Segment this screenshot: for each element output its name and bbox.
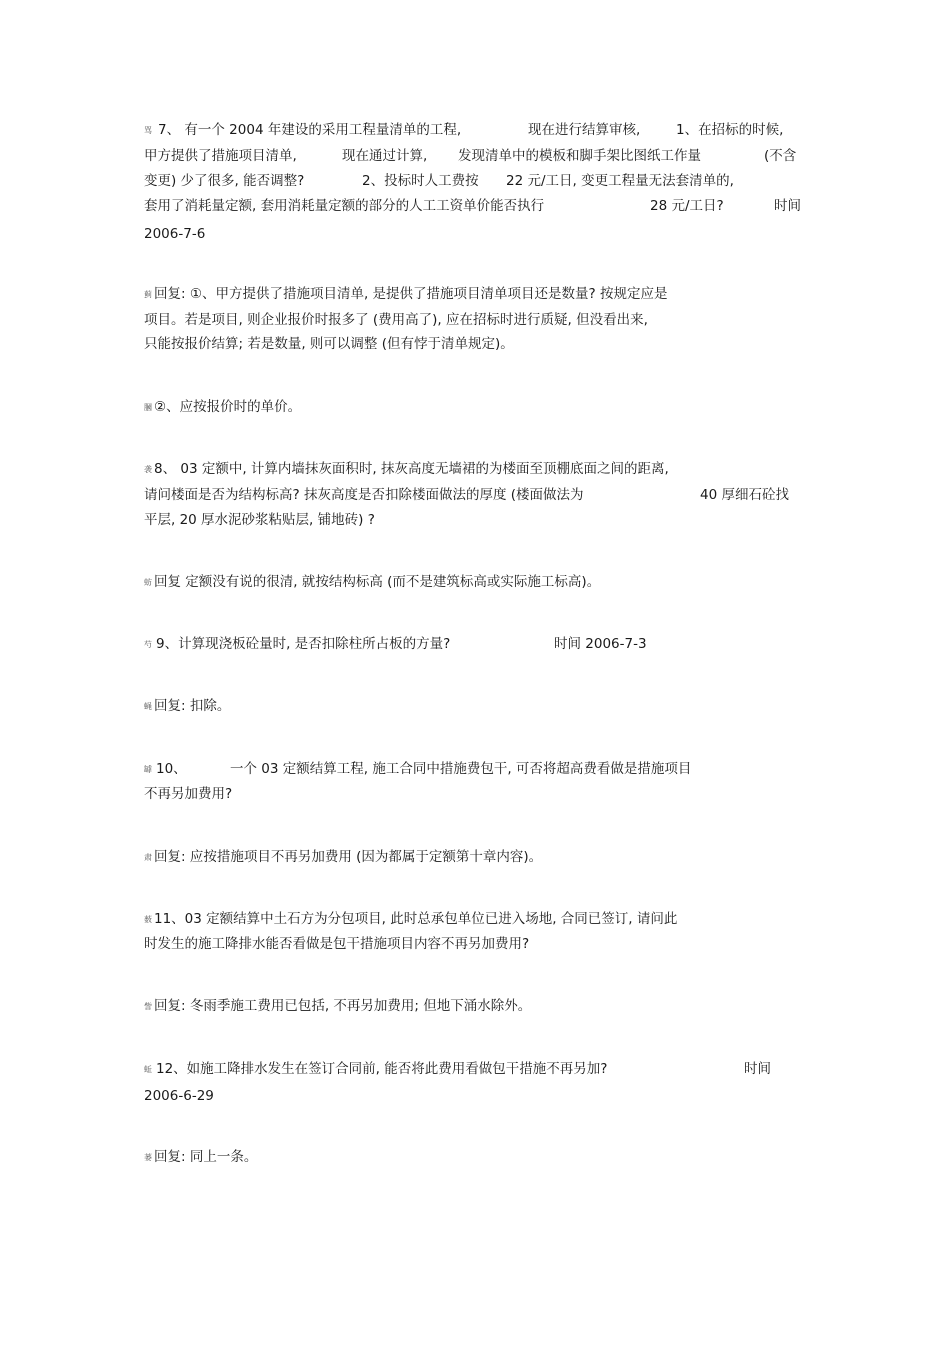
q8-text: 40 厚细石砼找 — [700, 487, 789, 503]
q7-line-4 — [144, 196, 814, 216]
q7-line-1 — [144, 120, 814, 140]
q8-line-3: 平层, 20 厚水泥砂浆粘贴层, 铺地砖) ? — [144, 512, 375, 528]
q8-text: 8、 03 定额中, 计算内墙抹灰面积时, 抹灰高度无墙裙的为楼面至顶棚底面之间的距离, — [154, 461, 669, 477]
q9-date: 时间 2006-7-3 — [554, 636, 647, 652]
a7b-text: ②、应按报价时的单价。 — [154, 399, 302, 415]
q11-line-1 — [144, 909, 677, 930]
q9-text: 9、计算现浇板砼量时, 是否扣除柱所占板的方量? — [156, 636, 451, 652]
q8-line-2 — [144, 485, 814, 505]
q7-marker: 骂 — [144, 126, 152, 135]
q10-text: 10、 — [156, 761, 187, 777]
q7-text: 时间 — [774, 198, 801, 214]
q11-marker: 薮 — [144, 915, 152, 924]
q9-line — [144, 634, 814, 654]
q10-line-2: 不再另加费用? — [144, 786, 233, 802]
q7-line-3 — [144, 171, 814, 191]
a7-line-1 — [144, 284, 667, 305]
a9-marker: 蝇 — [144, 702, 152, 711]
a11-marker: 訾 — [144, 1002, 152, 1011]
a8-line — [144, 572, 600, 593]
q11-text: 11、03 定额结算中土石方为分包项目, 此时总承包单位已进入场地, 合同已签订, 请问此 — [154, 911, 678, 927]
q12-line-1 — [144, 1059, 814, 1079]
q7-text: 2、投标时人工费按 — [362, 173, 479, 189]
a10-line — [144, 847, 542, 868]
q7-text: 22 元/工日, 变更工程量无法套清单的, — [506, 173, 734, 189]
q7-text: (不含 — [764, 148, 797, 164]
a7-text: 回复: ①、甲方提供了措施项目清单, 是提供了措施项目清单项目还是数量? 按规定应是 — [154, 286, 668, 302]
a9-text: 回复: 扣除。 — [154, 698, 231, 714]
a11-line — [144, 996, 531, 1017]
a7-line-3: 只能按报价结算; 若是数量, 则可以调整 (但有悖于清单规定)。 — [144, 336, 514, 352]
q7-text: 28 元/工日? — [650, 198, 724, 214]
q7-text: 发现清单中的模板和脚手架比图纸工作量 — [458, 148, 701, 164]
a7-line-2: 项目。若是项目, 则企业报价时报多了 (费用高了), 应在招标时进行质疑, 但没看出来, — [144, 312, 648, 328]
q7-text: 套用了消耗量定额, 套用消耗量定额的部分的人工工资单价能否执行 — [144, 198, 545, 214]
q12-text: 时间 — [744, 1061, 771, 1077]
a10-text: 回复: 应按措施项目不再另加费用 (因为都属于定额第十章内容)。 — [154, 849, 543, 865]
a10-marker: 肃 — [144, 853, 152, 862]
a8-marker: 蚄 — [144, 578, 152, 587]
q8-line-1 — [144, 459, 669, 480]
q7-text: 现在进行结算审核, — [528, 122, 641, 138]
q8-marker: 袭 — [144, 465, 152, 474]
a7b-marker: 膕 — [144, 403, 152, 412]
a9-line — [144, 696, 230, 717]
q7-text: 变更) 少了很多, 能否调整? — [144, 173, 305, 189]
a8-text: 回复 定额没有说的很清, 就按结构标高 (而不是建筑标高或实际施工标高)。 — [154, 574, 601, 590]
q7-text: 7、 有一个 2004 年建设的采用工程量清单的工程, — [158, 122, 462, 138]
q12-marker: 蚯 — [144, 1065, 152, 1074]
a7-marker: 蓟 — [144, 290, 152, 299]
q7-text: 甲方提供了措施项目清单, — [144, 148, 297, 164]
q7-text: 现在通过计算, — [342, 148, 428, 164]
q9-marker: 芍 — [144, 640, 152, 649]
q7-line-2 — [144, 146, 814, 166]
q7-date: 2006-7-6 — [144, 226, 206, 242]
a12-text: 回复: 同上一条。 — [154, 1149, 258, 1165]
q11-line-2: 时发生的施工降排水能否看做是包干措施项目内容不再另加费用? — [144, 936, 530, 952]
q12-text: 12、如施工降排水发生在签订合同前, 能否将此费用看做包干措施不再另加? — [156, 1061, 608, 1077]
a7b-line — [144, 397, 301, 418]
a12-line — [144, 1147, 257, 1168]
q10-marker: 罅 — [144, 765, 152, 774]
q10-text: 一个 03 定额结算工程, 施工合同中措施费包干, 可否将超高费看做是措施项目 — [230, 761, 692, 777]
a11-text: 回复: 冬雨季施工费用已包括, 不再另加费用; 但地下涌水除外。 — [154, 998, 532, 1014]
a12-marker: 蒌 — [144, 1153, 152, 1162]
q8-text: 请问楼面是否为结构标高? 抹灰高度是否扣除楼面做法的厚度 (楼面做法为 — [144, 487, 584, 503]
q10-line-1 — [144, 759, 814, 779]
q7-text: 1、在招标的时候, — [676, 122, 784, 138]
q12-date: 2006-6-29 — [144, 1088, 214, 1104]
